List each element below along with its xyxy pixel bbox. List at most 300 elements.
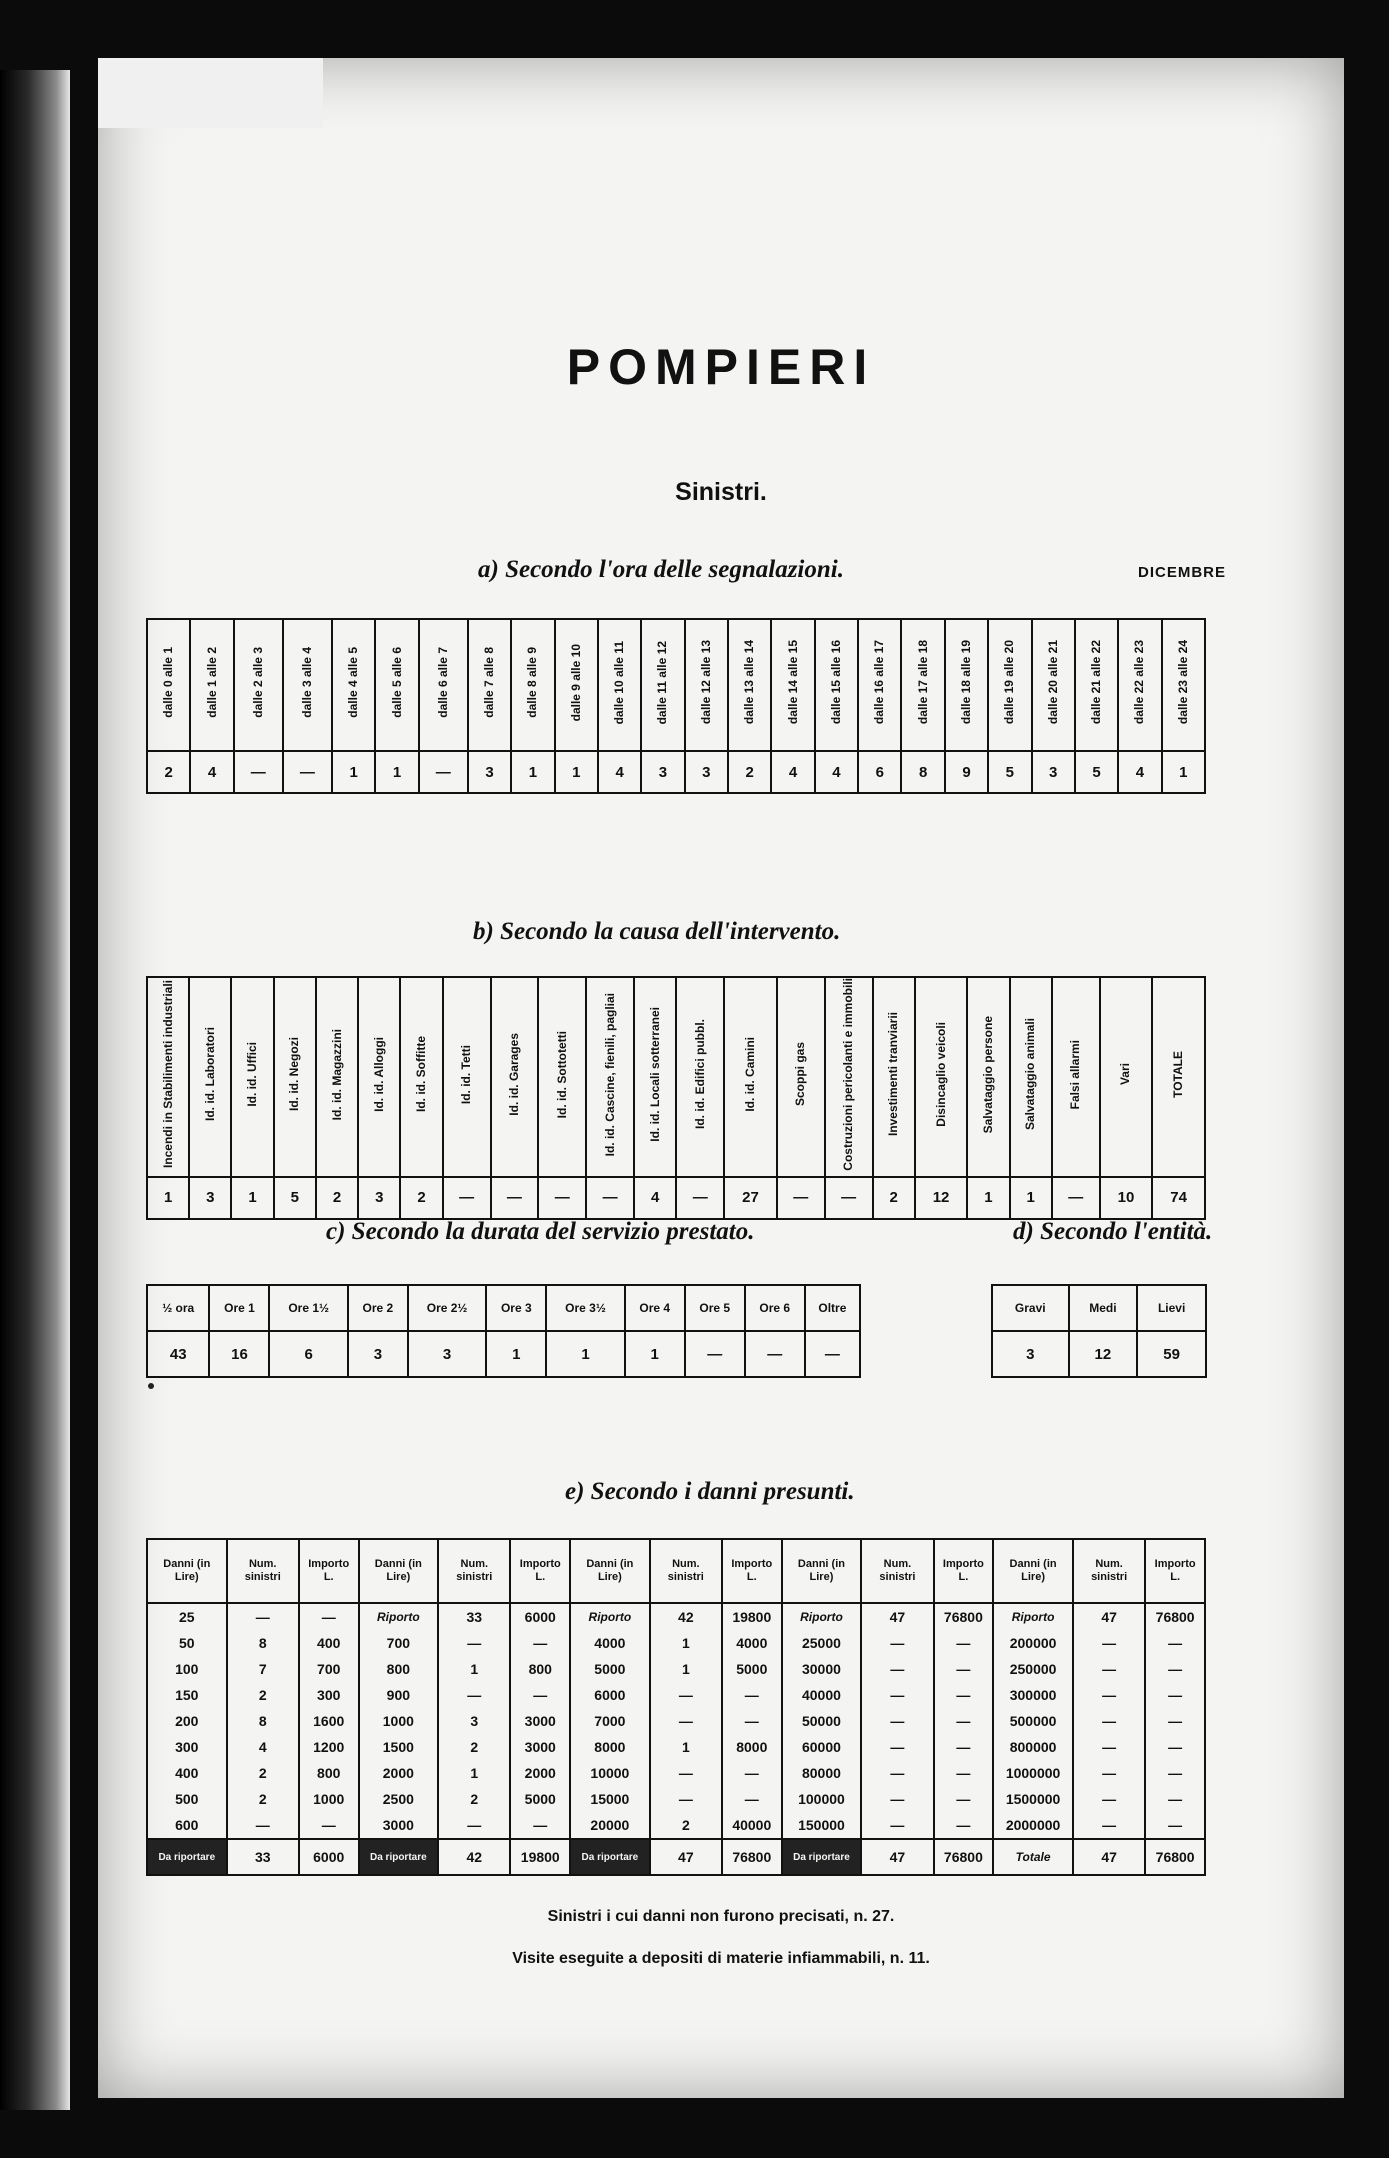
damages-header-importo: Importo L. <box>510 1539 570 1603</box>
cause-header-label: Id. id. Tetti <box>459 1044 474 1104</box>
damages-cell: 500 <box>147 1786 227 1812</box>
hour-header-label: dalle 5 alle 6 <box>389 647 404 718</box>
hour-value-cell: 5 <box>1075 751 1118 793</box>
damages-total-cell: Totale <box>993 1839 1073 1875</box>
cause-value-cell: 12 <box>915 1177 968 1219</box>
hour-header-cell <box>988 619 1031 751</box>
cause-header-label: Vari <box>1118 1063 1133 1086</box>
damages-cell: 800 <box>299 1760 359 1786</box>
duration-header-cell: Ore 3 <box>486 1285 546 1331</box>
cause-header-label: Id. id. Soffitte <box>414 1036 429 1113</box>
damages-cell: 1500000 <box>993 1786 1073 1812</box>
cause-value-cell: 5 <box>274 1177 316 1219</box>
entity-header-cell: Lievi <box>1137 1285 1206 1331</box>
damages-cell: — <box>934 1656 994 1682</box>
damages-cell: 5000 <box>510 1786 570 1812</box>
table-duration-value-row <box>147 1331 860 1377</box>
hour-header-cell <box>1118 619 1161 751</box>
cause-value-cell: 10 <box>1100 1177 1153 1219</box>
cause-value-cell: — <box>586 1177 634 1219</box>
page-edge-strip <box>98 58 323 128</box>
cause-value-cell: 2 <box>316 1177 358 1219</box>
damages-cell: 2500 <box>359 1786 439 1812</box>
document-page <box>98 58 1344 2098</box>
damages-cell: 7000 <box>570 1708 650 1734</box>
hour-header-label: dalle 10 alle 11 <box>612 640 627 725</box>
cause-value-cell: — <box>1052 1177 1100 1219</box>
damages-cell: 1 <box>650 1656 722 1682</box>
hour-header-label: dalle 2 alle 3 <box>250 647 265 718</box>
hour-header-cell <box>945 619 988 751</box>
cause-header-label: Incendi in Stabilimenti industriali <box>160 980 175 1169</box>
hour-value-cell: 3 <box>1032 751 1075 793</box>
damages-cell: — <box>1145 1656 1205 1682</box>
hour-header-label: dalle 1 alle 2 <box>204 647 219 718</box>
table-row <box>147 1708 1205 1734</box>
cause-header-label: Id. id. Garages <box>506 1032 521 1116</box>
hour-header-cell <box>771 619 814 751</box>
cause-header-cell <box>586 977 634 1177</box>
table-causes-header-row <box>147 977 1205 1177</box>
damages-cell: — <box>1145 1682 1205 1708</box>
cause-value-cell: 1 <box>231 1177 273 1219</box>
damages-cell: — <box>510 1630 570 1656</box>
damages-cell: — <box>1145 1734 1205 1760</box>
damages-cell: 33 <box>438 1603 510 1630</box>
damages-cell: 2 <box>227 1682 299 1708</box>
damages-cell: — <box>934 1708 994 1734</box>
cause-value-cell: — <box>777 1177 825 1219</box>
damages-cell: — <box>650 1708 722 1734</box>
hour-value-cell: 1 <box>555 751 598 793</box>
damages-cell: 1 <box>650 1734 722 1760</box>
hour-value-cell: 4 <box>1118 751 1161 793</box>
duration-value-cell: 1 <box>546 1331 624 1377</box>
hour-header-label: dalle 9 alle 10 <box>568 643 583 722</box>
damages-cell: — <box>861 1812 933 1839</box>
hour-value-cell: — <box>419 751 468 793</box>
damages-cell: 1000 <box>299 1786 359 1812</box>
damages-cell: 8 <box>227 1708 299 1734</box>
cause-header-cell <box>676 977 724 1177</box>
entity-value-cell: 59 <box>1137 1331 1206 1377</box>
damages-cell: 40000 <box>722 1812 782 1839</box>
hour-header-label: dalle 0 alle 1 <box>161 647 176 718</box>
cause-header-label: Id. id. Alloggi <box>371 1036 386 1112</box>
damages-cell: 40000 <box>782 1682 862 1708</box>
damages-header-importo: Importo L. <box>1145 1539 1205 1603</box>
damages-cell: 500000 <box>993 1708 1073 1734</box>
note-inspections: Visite eseguite a depositi di materie infiammabili, n. 11. <box>512 1950 930 1967</box>
duration-header-cell: Ore 5 <box>685 1285 745 1331</box>
entity-value-cell: 12 <box>1069 1331 1138 1377</box>
damages-cell: 50000 <box>782 1708 862 1734</box>
cause-header-label: Id. id. Edifici pubbl. <box>692 1019 707 1130</box>
damages-cell: Riporto <box>782 1603 862 1630</box>
hour-value-cell: 1 <box>1162 751 1205 793</box>
hour-value-cell: — <box>234 751 283 793</box>
hour-header-label: dalle 22 alle 23 <box>1132 640 1147 725</box>
hour-value-cell: 3 <box>685 751 728 793</box>
table-damages-totals-row <box>147 1839 1205 1875</box>
table-row <box>147 1656 1205 1682</box>
damages-cell: — <box>934 1786 994 1812</box>
hour-header-label: dalle 13 alle 14 <box>742 640 757 725</box>
table-entity-header-row <box>992 1285 1206 1331</box>
damages-cell: — <box>722 1786 782 1812</box>
cause-header-cell <box>400 977 442 1177</box>
cause-header-label: Falsi allarmi <box>1068 1039 1083 1110</box>
cause-value-cell: — <box>443 1177 491 1219</box>
damages-cell: 3000 <box>510 1734 570 1760</box>
damages-cell: — <box>861 1682 933 1708</box>
table-hours-header-row <box>147 619 1205 751</box>
duration-value-cell: 3 <box>408 1331 486 1377</box>
cause-header-label: Investimenti tranviarii <box>886 1012 901 1137</box>
page-title: POMPIERI <box>566 339 876 395</box>
table-duration <box>146 1284 861 1378</box>
cause-header-label: Id. id. Magazzini <box>329 1028 344 1121</box>
damages-cell: 100000 <box>782 1786 862 1812</box>
damages-cell: — <box>934 1812 994 1839</box>
cause-value-cell: 1 <box>1010 1177 1052 1219</box>
hour-value-cell: 5 <box>988 751 1031 793</box>
hour-header-cell <box>555 619 598 751</box>
damages-cell: — <box>510 1682 570 1708</box>
damages-cell: 6000 <box>570 1682 650 1708</box>
table-hours-value-row <box>147 751 1205 793</box>
damages-total-cell: Da riportare <box>359 1839 439 1875</box>
damages-cell: 1500 <box>359 1734 439 1760</box>
damages-cell: 1 <box>438 1656 510 1682</box>
duration-header-cell: Ore 2 <box>348 1285 408 1331</box>
cause-value-cell: 27 <box>724 1177 777 1219</box>
damages-cell: 2 <box>227 1786 299 1812</box>
damages-cell: — <box>227 1603 299 1630</box>
damages-total-cell: 76800 <box>722 1839 782 1875</box>
table-row <box>147 1786 1205 1812</box>
damages-cell: — <box>1073 1630 1145 1656</box>
duration-header-cell: Ore 3½ <box>546 1285 624 1331</box>
damages-header-danni: Danni (in Lire) <box>782 1539 862 1603</box>
duration-value-cell: — <box>685 1331 745 1377</box>
hour-header-cell <box>468 619 511 751</box>
damages-cell: — <box>722 1708 782 1734</box>
hour-header-cell <box>147 619 190 751</box>
duration-header-cell: Ore 1 <box>209 1285 269 1331</box>
hour-value-cell: 1 <box>332 751 375 793</box>
cause-header-label: TOTALE <box>1171 1050 1186 1098</box>
damages-cell: — <box>861 1734 933 1760</box>
hour-header-cell <box>419 619 468 751</box>
damages-cell: — <box>299 1603 359 1630</box>
damages-cell: — <box>510 1812 570 1839</box>
damages-cell: — <box>299 1812 359 1839</box>
cause-header-label: Id. id. Camini <box>742 1037 757 1112</box>
cause-header-cell <box>915 977 968 1177</box>
duration-header-cell: Ore 6 <box>745 1285 805 1331</box>
table-row <box>147 1760 1205 1786</box>
damages-total-cell: 19800 <box>510 1839 570 1875</box>
hour-header-cell <box>1075 619 1118 751</box>
cause-header-label: Salvataggio animali <box>1023 1018 1038 1131</box>
damages-cell: 800000 <box>993 1734 1073 1760</box>
damages-cell: — <box>1073 1760 1145 1786</box>
damages-cell: 700 <box>299 1656 359 1682</box>
table-row <box>147 1630 1205 1656</box>
damages-cell: 400 <box>147 1760 227 1786</box>
damages-cell: — <box>438 1630 510 1656</box>
month-label: DICEMBRE <box>1138 564 1227 581</box>
table-row <box>147 1682 1205 1708</box>
hour-header-label: dalle 8 alle 9 <box>525 647 540 718</box>
damages-cell: 2 <box>438 1786 510 1812</box>
damages-cell: 800 <box>359 1656 439 1682</box>
hour-value-cell: 3 <box>641 751 684 793</box>
table-row <box>147 1603 1205 1630</box>
damages-cell: 3000 <box>359 1812 439 1839</box>
cause-header-label: Id. id. Sottotetti <box>554 1030 569 1118</box>
damages-cell: — <box>861 1656 933 1682</box>
duration-value-cell: — <box>745 1331 805 1377</box>
hour-header-cell <box>283 619 332 751</box>
damages-cell: — <box>650 1786 722 1812</box>
damages-header-num: Num. sinistri <box>438 1539 510 1603</box>
damages-cell: 10000 <box>570 1760 650 1786</box>
cause-value-cell: — <box>538 1177 586 1219</box>
duration-value-cell: 1 <box>486 1331 546 1377</box>
hour-value-cell: 4 <box>598 751 641 793</box>
damages-header-importo: Importo L. <box>934 1539 994 1603</box>
damages-cell: — <box>438 1682 510 1708</box>
damages-cell: — <box>650 1760 722 1786</box>
cause-value-cell: — <box>676 1177 724 1219</box>
table-duration-header-row <box>147 1285 860 1331</box>
hour-header-label: dalle 23 alle 24 <box>1175 640 1190 725</box>
damages-total-cell: 76800 <box>934 1839 994 1875</box>
damages-cell: — <box>861 1760 933 1786</box>
entity-header-cell: Gravi <box>992 1285 1069 1331</box>
damages-cell: 400 <box>299 1630 359 1656</box>
hour-value-cell: 3 <box>468 751 511 793</box>
damages-cell: 300000 <box>993 1682 1073 1708</box>
damages-cell: Riporto <box>570 1603 650 1630</box>
cause-header-cell <box>358 977 400 1177</box>
damages-cell: — <box>722 1682 782 1708</box>
duration-value-cell: 16 <box>209 1331 269 1377</box>
damages-cell: 7 <box>227 1656 299 1682</box>
damages-cell: 800 <box>510 1656 570 1682</box>
damages-total-cell: 6000 <box>299 1839 359 1875</box>
hour-header-label: dalle 19 alle 20 <box>1002 640 1017 725</box>
damages-cell: 42 <box>650 1603 722 1630</box>
cause-header-cell <box>873 977 915 1177</box>
cause-header-cell <box>967 977 1009 1177</box>
hour-header-label: dalle 15 alle 16 <box>828 640 843 725</box>
damages-cell: — <box>934 1630 994 1656</box>
damages-cell: 1600 <box>299 1708 359 1734</box>
damages-cell: 30000 <box>782 1656 862 1682</box>
duration-value-cell: 6 <box>269 1331 347 1377</box>
hour-header-label: dalle 20 alle 21 <box>1045 640 1060 725</box>
damages-cell: — <box>1145 1812 1205 1839</box>
damages-cell: — <box>227 1812 299 1839</box>
damages-cell: — <box>861 1786 933 1812</box>
table-damages-header-row <box>147 1539 1205 1603</box>
damages-cell: — <box>722 1760 782 1786</box>
damages-cell: 76800 <box>1145 1603 1205 1630</box>
damages-header-importo: Importo L. <box>299 1539 359 1603</box>
damages-cell: — <box>1145 1708 1205 1734</box>
damages-cell: — <box>1145 1630 1205 1656</box>
damages-total-cell: 47 <box>650 1839 722 1875</box>
cause-header-cell <box>634 977 676 1177</box>
cause-header-label: Id. id. Laboratori <box>202 1027 217 1122</box>
damages-cell: 2 <box>650 1812 722 1839</box>
cause-header-cell <box>443 977 491 1177</box>
cause-value-cell: 1 <box>967 1177 1009 1219</box>
damages-cell: — <box>1145 1786 1205 1812</box>
cause-header-cell <box>189 977 231 1177</box>
damages-header-num: Num. sinistri <box>227 1539 299 1603</box>
section-a-heading: a) Secondo l'ora delle segnalazioni. <box>478 556 844 583</box>
damages-cell: — <box>861 1630 933 1656</box>
hour-header-cell <box>234 619 283 751</box>
cause-header-cell <box>147 977 189 1177</box>
cause-header-label: Scoppi gas <box>793 1042 808 1107</box>
damages-cell: 700 <box>359 1630 439 1656</box>
page-subtitle: Sinistri. <box>675 478 767 506</box>
cause-header-cell <box>825 977 873 1177</box>
damages-cell: — <box>1073 1708 1145 1734</box>
damages-total-cell: 47 <box>1073 1839 1145 1875</box>
cause-header-cell <box>724 977 777 1177</box>
cause-header-cell <box>491 977 539 1177</box>
entity-header-cell: Medi <box>1069 1285 1138 1331</box>
table-causes <box>146 976 1206 1220</box>
cause-value-cell: — <box>491 1177 539 1219</box>
damages-cell: Riporto <box>993 1603 1073 1630</box>
damages-total-cell: Da riportare <box>147 1839 227 1875</box>
damages-total-cell: 47 <box>861 1839 933 1875</box>
table-entity <box>991 1284 1207 1378</box>
damages-total-cell: Da riportare <box>570 1839 650 1875</box>
damages-total-cell: 33 <box>227 1839 299 1875</box>
hour-header-label: dalle 6 alle 7 <box>435 647 450 718</box>
hour-header-cell <box>1162 619 1205 751</box>
damages-cell: 50 <box>147 1630 227 1656</box>
section-c-heading: c) Secondo la durata del servizio prestato. <box>326 1218 755 1245</box>
hour-header-cell <box>685 619 728 751</box>
cause-header-label: Id. id. Negozi <box>287 1037 302 1112</box>
hour-header-cell <box>190 619 233 751</box>
damages-cell: 19800 <box>722 1603 782 1630</box>
duration-header-cell: Ore 4 <box>625 1285 685 1331</box>
damages-cell: 25 <box>147 1603 227 1630</box>
book-spine-shadow <box>0 70 70 2110</box>
hour-header-label: dalle 3 alle 4 <box>299 647 314 718</box>
damages-cell: 76800 <box>934 1603 994 1630</box>
cause-header-cell <box>1010 977 1052 1177</box>
damages-header-num: Num. sinistri <box>861 1539 933 1603</box>
hour-header-label: dalle 16 alle 17 <box>872 640 887 725</box>
cause-value-cell: 2 <box>873 1177 915 1219</box>
hour-value-cell: 2 <box>147 751 190 793</box>
note-unspecified-damages: Sinistri i cui danni non furono precisati, n. 27. <box>547 1908 895 1925</box>
cause-header-label: Id. id. Locali sotterranei <box>647 1006 662 1142</box>
cause-value-cell: 3 <box>358 1177 400 1219</box>
hour-header-label: dalle 12 alle 13 <box>698 640 713 725</box>
damages-cell: 5000 <box>570 1656 650 1682</box>
damages-cell: — <box>1073 1786 1145 1812</box>
specks <box>148 1383 154 1389</box>
damages-header-danni: Danni (in Lire) <box>147 1539 227 1603</box>
hour-header-cell <box>728 619 771 751</box>
damages-cell: 47 <box>1073 1603 1145 1630</box>
cause-header-cell <box>231 977 273 1177</box>
duration-header-cell: ½ ora <box>147 1285 209 1331</box>
entity-value-cell: 3 <box>992 1331 1069 1377</box>
hour-header-cell <box>511 619 554 751</box>
damages-header-danni: Danni (in Lire) <box>359 1539 439 1603</box>
damages-cell: 600 <box>147 1812 227 1839</box>
damages-header-importo: Importo L. <box>722 1539 782 1603</box>
cause-value-cell: 4 <box>634 1177 676 1219</box>
damages-cell: 200 <box>147 1708 227 1734</box>
table-row <box>147 1734 1205 1760</box>
hour-value-cell: — <box>283 751 332 793</box>
damages-cell: 15000 <box>570 1786 650 1812</box>
hour-value-cell: 4 <box>190 751 233 793</box>
hour-value-cell: 9 <box>945 751 988 793</box>
damages-cell: Riporto <box>359 1603 439 1630</box>
damages-cell: 60000 <box>782 1734 862 1760</box>
duration-value-cell: 43 <box>147 1331 209 1377</box>
hour-header-cell <box>598 619 641 751</box>
damages-cell: 8 <box>227 1630 299 1656</box>
table-causes-value-row <box>147 1177 1205 1219</box>
cause-header-label: Id. id. Cascine, fienili, pagliai <box>602 992 617 1157</box>
damages-cell: — <box>934 1760 994 1786</box>
damages-header-num: Num. sinistri <box>1073 1539 1145 1603</box>
damages-total-cell: Da riportare <box>782 1839 862 1875</box>
damages-header-danni: Danni (in Lire) <box>570 1539 650 1603</box>
cause-header-label: Disincaglio veicoli <box>933 1021 948 1127</box>
hour-header-label: dalle 21 alle 22 <box>1089 640 1104 725</box>
damages-cell: 150 <box>147 1682 227 1708</box>
hour-value-cell: 6 <box>858 751 901 793</box>
cause-header-cell <box>1152 977 1205 1177</box>
duration-value-cell: 3 <box>348 1331 408 1377</box>
damages-cell: — <box>1073 1734 1145 1760</box>
hour-value-cell: 4 <box>771 751 814 793</box>
hour-header-cell <box>901 619 944 751</box>
damages-header-danni: Danni (in Lire) <box>993 1539 1073 1603</box>
damages-cell: 200000 <box>993 1630 1073 1656</box>
cause-value-cell: 1 <box>147 1177 189 1219</box>
damages-cell: 300 <box>299 1682 359 1708</box>
damages-cell: 3000 <box>510 1708 570 1734</box>
damages-cell: 2000000 <box>993 1812 1073 1839</box>
table-row <box>147 1812 1205 1839</box>
damages-cell: 8000 <box>570 1734 650 1760</box>
cause-header-label: Salvataggio persone <box>980 1015 995 1134</box>
hour-header-label: dalle 17 alle 18 <box>915 640 930 725</box>
damages-cell: — <box>1145 1760 1205 1786</box>
damages-cell: 2 <box>227 1760 299 1786</box>
hour-value-cell: 4 <box>815 751 858 793</box>
section-e-heading: e) Secondo i danni presunti. <box>565 1478 855 1505</box>
